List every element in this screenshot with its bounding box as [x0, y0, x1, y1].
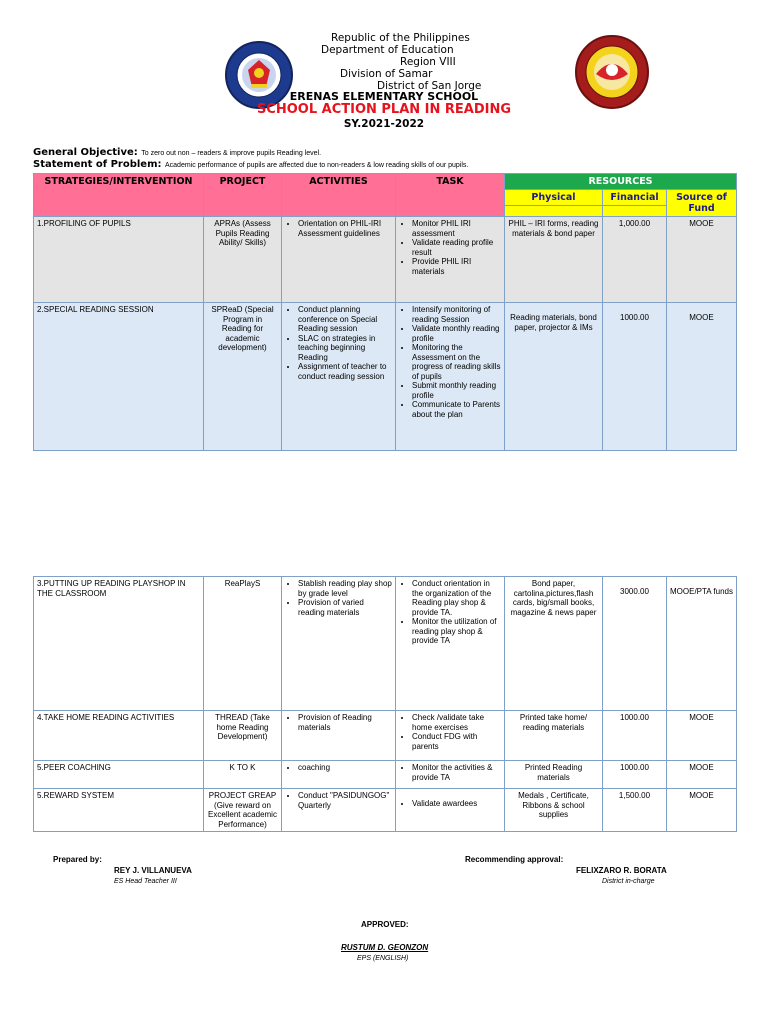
- list-item: • Provide PHIL IRI materials: [412, 257, 501, 276]
- list-item: • Conduct FDG with parents: [412, 732, 501, 751]
- physical-cell: Medals , Certificate, Ribbons & school supplies: [505, 789, 603, 832]
- list-item: • Validate awardees: [412, 799, 501, 809]
- task-cell: [396, 761, 505, 789]
- task-cell: [396, 577, 505, 711]
- task-cell: [396, 217, 505, 303]
- financial-cell: 3000.00: [603, 577, 667, 711]
- physical-cell: PHIL – IRI forms, reading materials & bond paper: [505, 217, 603, 303]
- list-item: • Check /validate take home exercises: [412, 713, 501, 732]
- list-item: • Conduct "PASIDUNGOG" Quarterly: [298, 791, 392, 810]
- list-item: • Validate reading profile result: [412, 238, 501, 257]
- activities-cell: [282, 577, 396, 711]
- list-item: • Conduct orientation in the organization of the Reading play shop & provide TA.: [412, 579, 501, 617]
- header-district: District of San Jorge: [377, 80, 482, 92]
- financial-cell: 1,000.00: [603, 217, 667, 303]
- activities-cell: [282, 761, 396, 789]
- physical-cell: Printed Reading materials: [505, 761, 603, 789]
- list-item: • Provision of varied reading materials: [298, 598, 392, 617]
- financial-cell: 1000.00: [603, 761, 667, 789]
- header-activities: ACTIVITIES: [282, 174, 396, 217]
- header-physical: Physical: [505, 190, 603, 206]
- recommending-title: District in-charge: [602, 878, 655, 885]
- strategy-cell: 1.PROFILING OF PUPILS: [34, 217, 204, 303]
- approved-title: EPS (ENGLISH): [357, 955, 409, 962]
- table-row: [34, 789, 737, 832]
- statement-of-problem-label: Statement of Problem:: [33, 159, 165, 170]
- header-republic: Republic of the Philippines: [331, 32, 470, 44]
- list-item: • Provision of Reading materials: [298, 713, 392, 732]
- header-project: PROJECT: [204, 174, 282, 217]
- prepared-by-label: Prepared by:: [53, 855, 102, 864]
- physical-cell: Printed take home/ reading materials: [505, 711, 603, 761]
- strategy-cell: 4.TAKE HOME READING ACTIVITIES: [34, 711, 204, 761]
- document-title: SCHOOL ACTION PLAN IN READING: [256, 102, 512, 117]
- list-item: • Communicate to Parents about the plan: [412, 400, 501, 419]
- statement-of-problem: [33, 152, 468, 171]
- strategy-cell: 5.REWARD SYSTEM: [34, 789, 204, 832]
- approved-label: APPROVED:: [361, 920, 409, 929]
- school-year: SY.2021-2022: [343, 118, 425, 130]
- physical-cell: Bond paper, cartolina,pictures,flash cards, big/small books, magazine & news paper: [505, 577, 603, 711]
- action-plan-table-page2: [33, 576, 737, 832]
- list-item: • Validate monthly reading profile: [412, 324, 501, 343]
- strategy-cell: 2.SPECIAL READING SESSION: [34, 303, 204, 451]
- prepared-by-title: ES Head Teacher III: [114, 878, 177, 885]
- school-name: ERENAS ELEMENTARY SCHOOL: [289, 90, 479, 103]
- source-cell: MOOE: [667, 303, 737, 451]
- activities-cell: [282, 303, 396, 451]
- task-cell: [396, 303, 505, 451]
- table-row: [34, 577, 737, 711]
- task-cell: [396, 789, 505, 832]
- source-cell: MOOE/PTA funds: [667, 577, 737, 711]
- financial-cell: 1000.00: [603, 303, 667, 451]
- recommending-name: FELIXZARO R. BORATA: [576, 866, 667, 875]
- project-cell: K TO K: [204, 761, 282, 789]
- header-source: Source of Fund: [667, 190, 737, 217]
- list-item: • Conduct planning conference on Special Reading session: [298, 305, 392, 334]
- list-item: • Submit monthly reading profile: [412, 381, 501, 400]
- activities-cell: [282, 217, 396, 303]
- list-item: • Monitor PHIL IRI assessment: [412, 219, 501, 238]
- activities-cell: [282, 711, 396, 761]
- header-strategies: STRATEGIES/INTERVENTION: [34, 174, 204, 217]
- list-item: • coaching: [298, 763, 392, 773]
- header-department: Department of Education: [321, 44, 454, 56]
- list-item: • Assignment of teacher to conduct reading session: [298, 362, 392, 381]
- action-plan-table-page1: [33, 173, 737, 451]
- general-objective-label: General Objective: [33, 147, 134, 158]
- list-item: • Monitor the utilization of reading play shop & provide TA: [412, 617, 501, 646]
- statement-of-problem-value: Academic performance of pupils are affected due to non-readers & low reading skills of our pupils.: [164, 162, 469, 169]
- list-item: • Monitoring the Assessment on the progress of reading skills of pupils: [412, 343, 501, 381]
- list-item: • Intensify monitoring of reading Session: [412, 305, 501, 324]
- project-cell: PROJECT GREAP (Give reward on Excellent academic Performance): [204, 789, 282, 832]
- activities-cell: [282, 789, 396, 832]
- financial-cell: 1000.00: [603, 711, 667, 761]
- header-task: TASK: [396, 174, 505, 217]
- table-row: [34, 217, 737, 303]
- table-row: [34, 761, 737, 789]
- project-cell: APRAs (Assess Pupils Reading Ability/ Skills): [204, 217, 282, 303]
- source-cell: MOOE: [667, 761, 737, 789]
- source-cell: MOOE: [667, 789, 737, 832]
- approved-name: RUSTUM D. GEONZON: [341, 943, 429, 952]
- table-row: [34, 303, 737, 451]
- header-division: Division of Samar: [340, 68, 433, 80]
- list-item: • SLAC on strategies in teaching beginning Reading: [298, 334, 392, 363]
- financial-cell: 1,500.00: [603, 789, 667, 832]
- header-region: Region VIII: [400, 56, 456, 68]
- list-item: • Stablish reading play shop by grade level: [298, 579, 392, 598]
- strategy-cell: 5.PEER COACHING: [34, 761, 204, 789]
- header-financial: Financial: [603, 190, 667, 206]
- project-cell: THREAD (Take home Reading Development): [204, 711, 282, 761]
- strategy-cell: 3.PUTTING UP READING PLAYSHOP IN THE CLASSROOM: [34, 577, 204, 711]
- physical-cell: Reading materials, bond paper, projector & IMs: [505, 303, 603, 451]
- project-cell: SPReaD (Special Program in Reading for academic development): [204, 303, 282, 451]
- list-item: • Orientation on PHIL-IRI Assessment guidelines: [298, 219, 392, 238]
- prepared-by-name: REY J. VILLANUEVA: [114, 866, 192, 875]
- recommending-approval-label: Recommending approval:: [465, 855, 564, 864]
- project-cell: ReaPlayS: [204, 577, 282, 711]
- general-objective: General Objective: To zero out non – readers & improve pupils Reading level.: [33, 147, 322, 158]
- general-objective-value: To zero out non – readers & improve pupils Reading level.: [141, 150, 322, 157]
- header-resources: RESOURCES: [505, 174, 737, 190]
- list-item: • Monitor the activities & provide TA: [412, 763, 501, 782]
- source-cell: MOOE: [667, 217, 737, 303]
- table-row: [34, 711, 737, 761]
- source-cell: MOOE: [667, 711, 737, 761]
- task-cell: [396, 711, 505, 761]
